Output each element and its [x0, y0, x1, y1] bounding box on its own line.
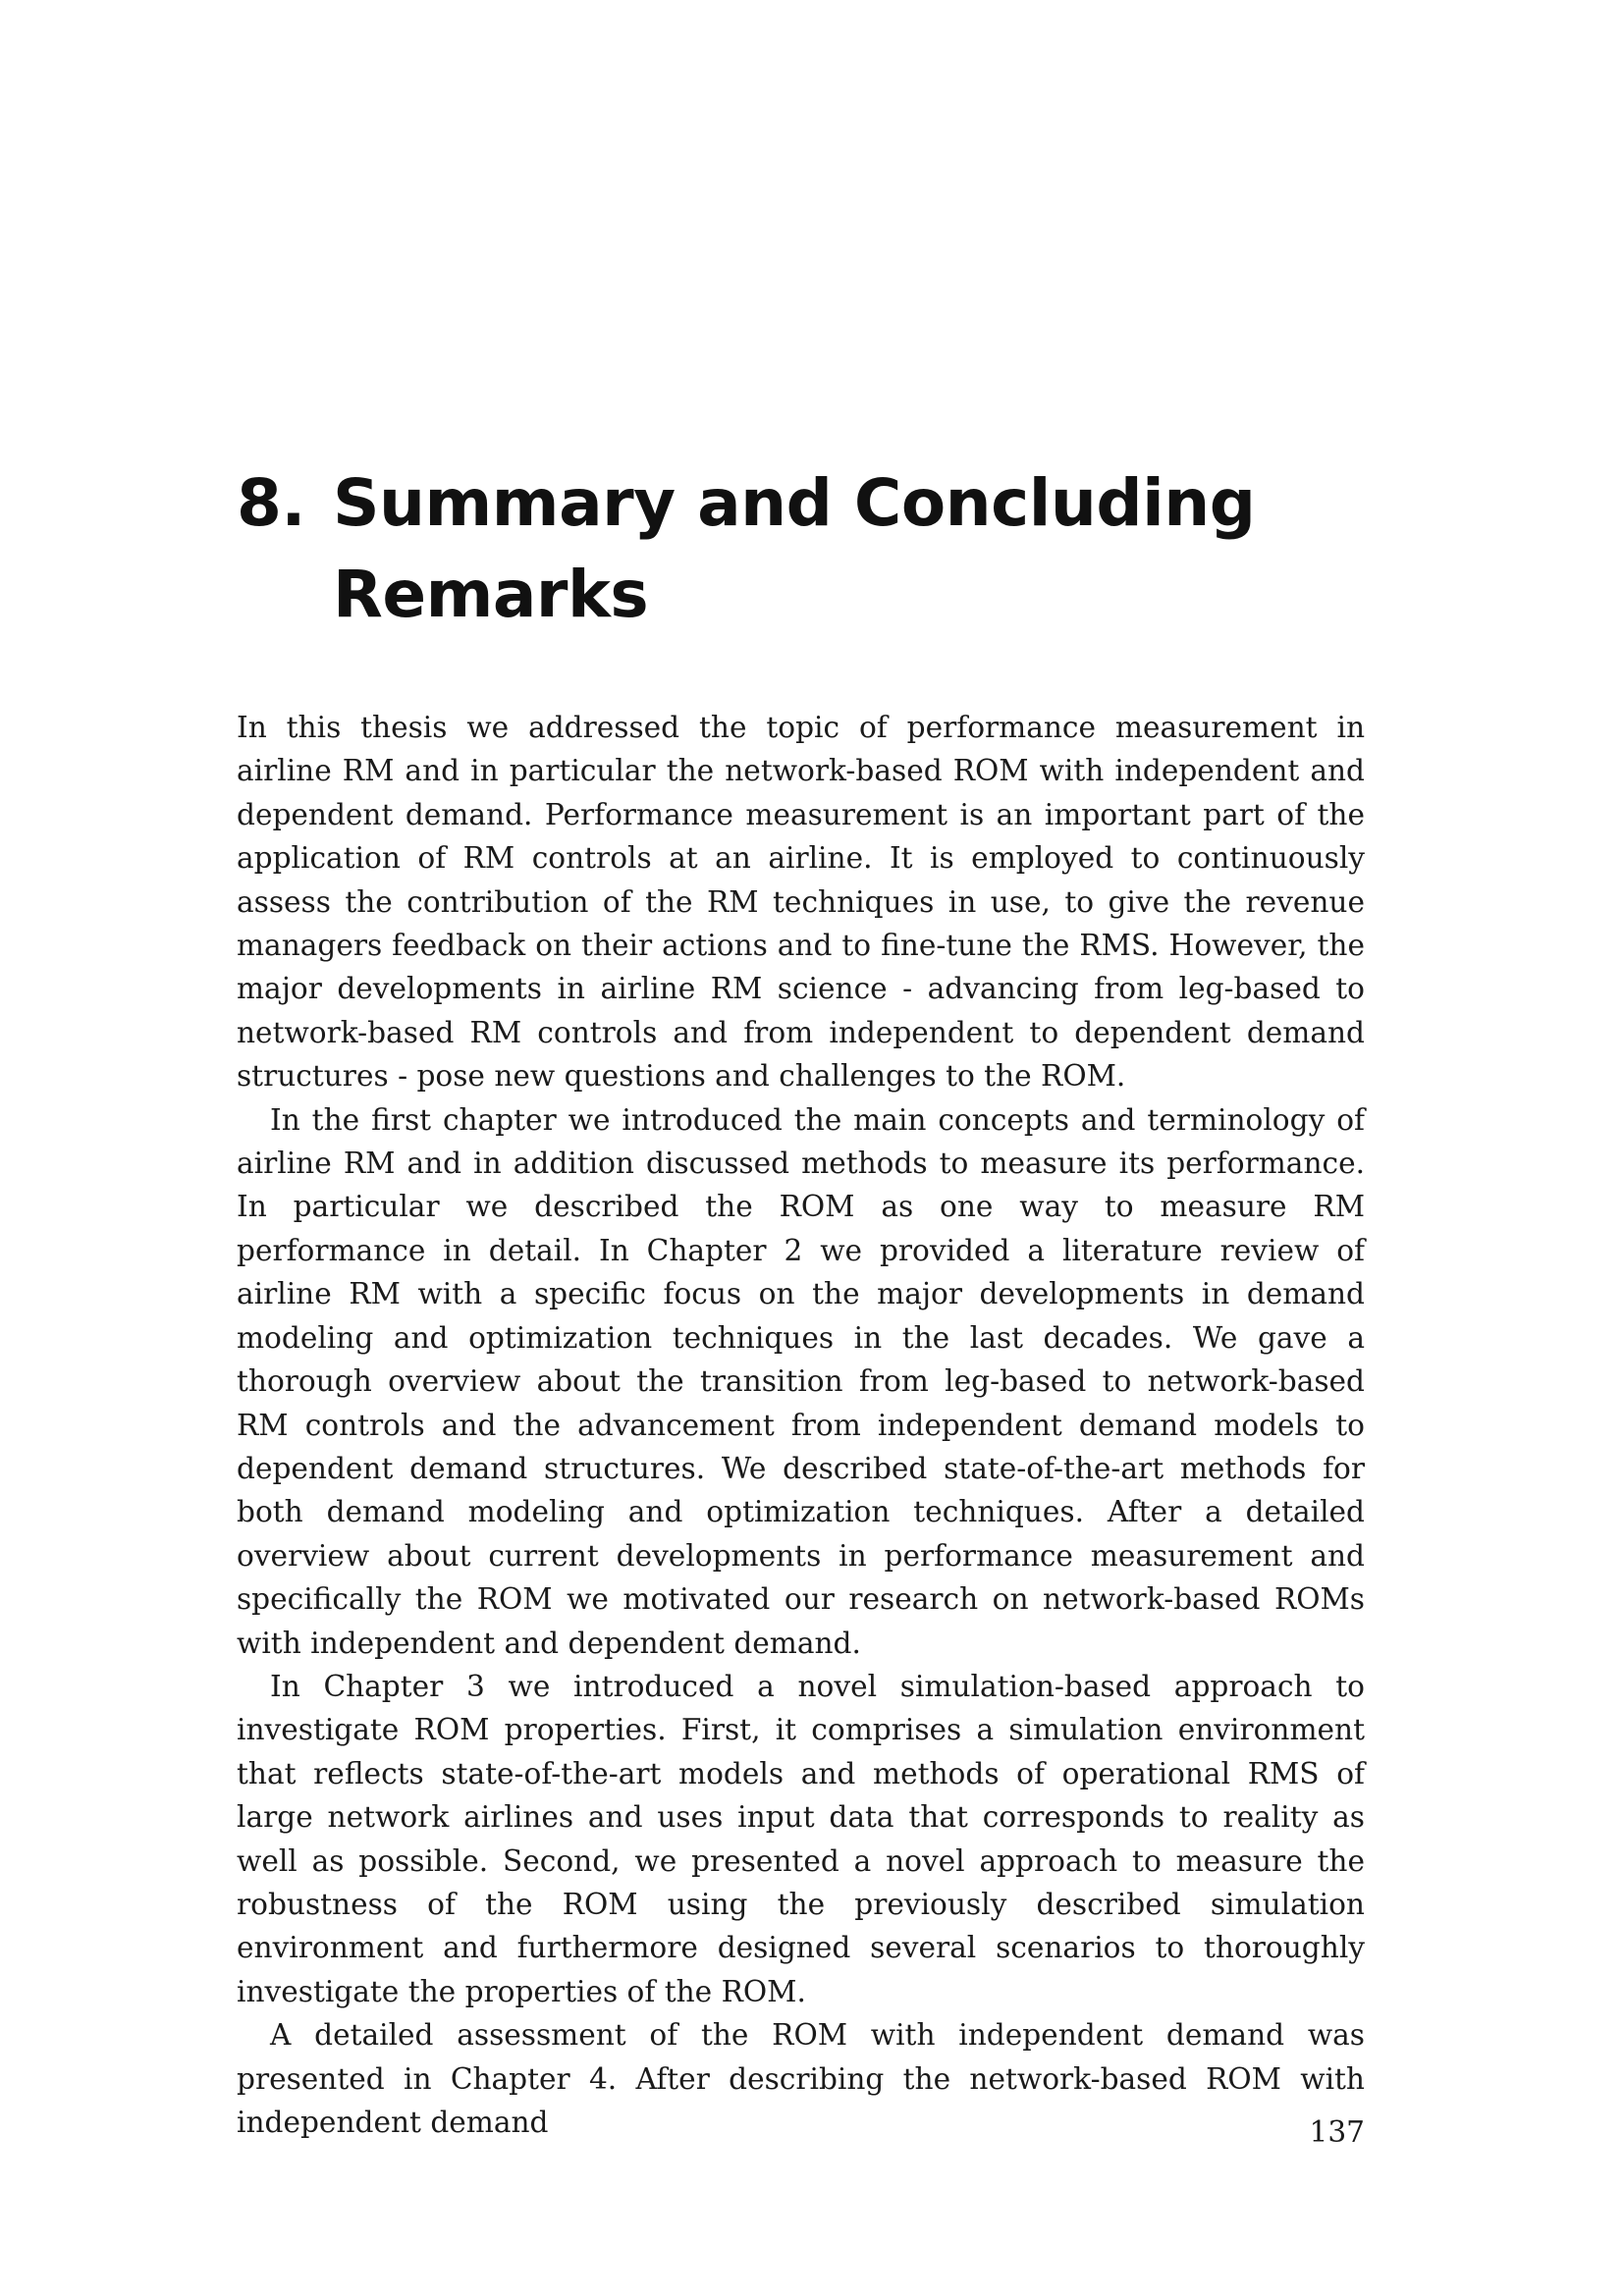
- chapter-heading: [237, 457, 1366, 640]
- paragraph-chapter-overview: In the first chapter we introduced the main concepts and terminology of airline RM and in addition discussed methods to measure its performance. In particular we described the ROM as one way to measure RM performance in detail. In Chapter 2 we provided a literature review of airline RM with a specific focus on the major developments in demand modeling and optimization techniques in the last decades. We gave a thorough overview about the transition from leg-based to network-based RM controls and the advancement from independent demand models to dependent demand structures. We described state-of-the-art methods for both demand modeling and optimization techniques. After a detailed overview about current developments in performance measurement and specifically the ROM we motivated our research on network-based ROMs with independent and dependent demand.: [237, 1102, 1365, 1660]
- paragraph-intro: In this thesis we addressed the topic of performance measurement in airline RM and in particular the network-based ROM with independent and dependent demand. Performance measurement is an important part of the application of RM controls at an airline. It is employed to continuously assess the contribution of the RM techniques in use, to give the revenue managers feedback on their actions and to fine-tune the RMS. However, the major developments in airline RM science - advancing from leg-based to network-based RM controls and from independent to dependent demand structures - pose new questions and challenges to the ROM.: [237, 711, 1365, 1094]
- paragraph-independent-demand: A detailed assessment of the ROM with independent demand was presented in Chapter 4. After describing the network-based ROM with independent demand: [237, 2018, 1365, 2139]
- page-number: 137: [1309, 2115, 1365, 2149]
- chapter-title: Summary and Concluding Remarks: [333, 465, 1256, 632]
- body-text: [237, 706, 1365, 2144]
- paragraph-simulation-approach: In Chapter 3 we introduced a novel simulation-based approach to investigate ROM properties. First, it comprises a simulation environment that reflects state-of-the-art models and methods of operational RMS of large network airlines and uses input data that corresponds to reality as well as possible. Second, we presented a novel approach to measure the robustness of the ROM using the previously described simulation environment and furthermore designed several scenarios to thoroughly investigate the properties of the ROM.: [237, 1669, 1365, 2008]
- chapter-number: 8.: [237, 465, 305, 541]
